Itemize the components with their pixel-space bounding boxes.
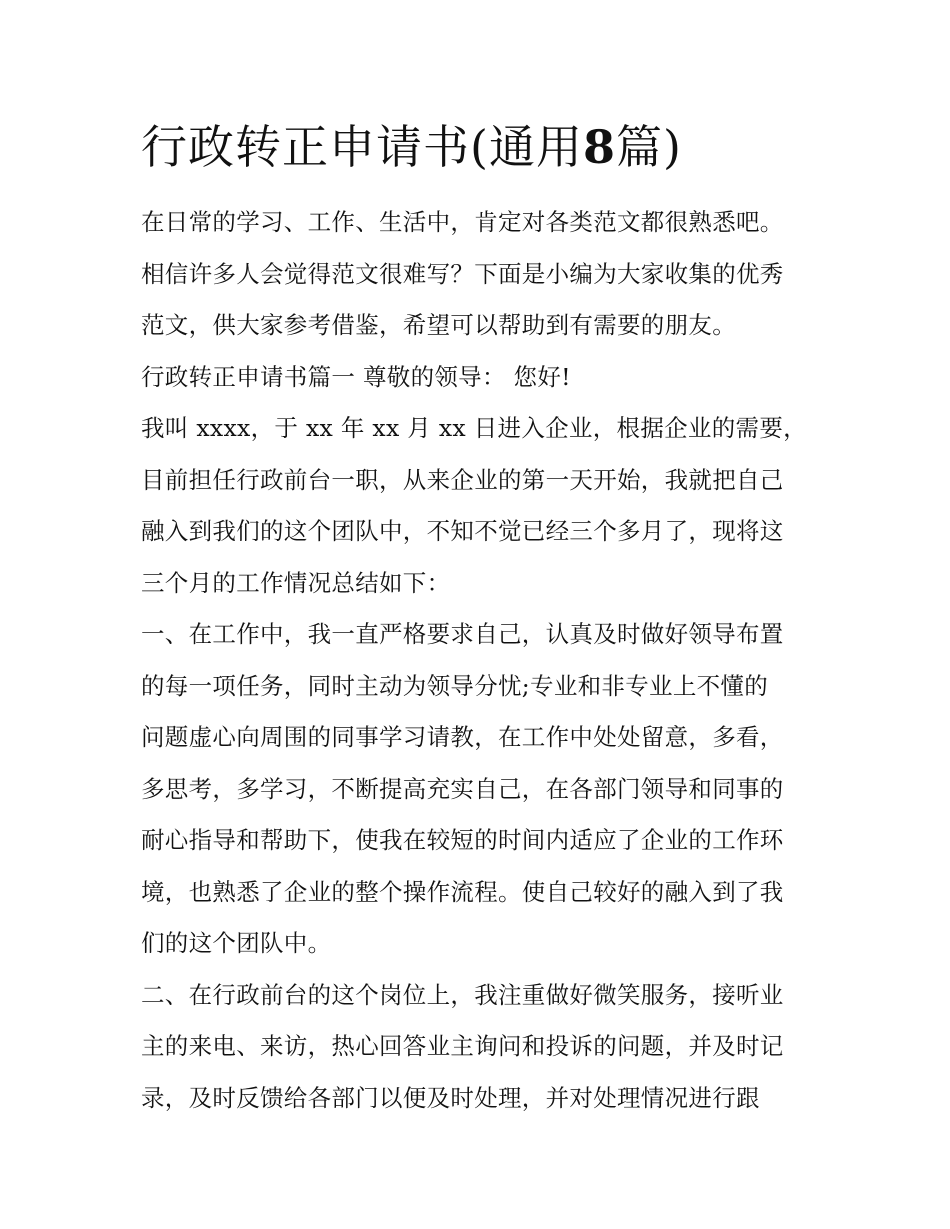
body-line: 多思考，多学习，不断提高充实自己，在各部门领导和同事的: [141, 774, 784, 803]
document-body: [141, 200, 821, 1127]
body-line: 相信许多人会觉得范文很难写？下面是小编为大家收集的优秀: [141, 259, 784, 288]
document-title: [141, 112, 841, 182]
body-line: 问题虚心向周围的同事学习请教，在工作中处处留意，多看，: [141, 723, 784, 751]
body-line: 们的这个团队中。: [141, 929, 332, 957]
body-line: 在日常的学习、工作、生活中，肯定对各类范文都很熟悉吧。: [141, 208, 784, 236]
title-text-end: 篇): [615, 120, 682, 174]
body-line: 行政转正申请书篇一 尊敬的领导： 您好!: [141, 362, 571, 391]
body-line: 范文，供大家参考借鉴，希望可以帮助到有需要的朋友。: [141, 311, 736, 339]
body-line: 境，也熟悉了企业的整个操作流程。使自己较好的融入到了我: [141, 877, 784, 906]
body-line: 我叫 xxxx，于 xx 年 xx 月 xx 日进入企业，根据企业的需要，: [141, 414, 807, 442]
title-number: 8: [582, 120, 616, 174]
body-line: 三个月的工作情况总结如下：: [141, 568, 451, 597]
body-line: 耐心指导和帮助下，使我在较短的时间内适应了企业的工作环: [141, 826, 784, 854]
body-line: 一、在工作中，我一直严格要求自己，认真及时做好领导布置: [141, 620, 784, 648]
body-line: 二、在行政前台的这个岗位上，我注重做好微笑服务，接听业: [141, 980, 784, 1009]
body-line: 录，及时反馈给各部门以便及时处理，并对处理情况进行跟: [141, 1083, 760, 1112]
body-line: 主的来电、来访，热心回答业主询问和投诉的问题，并及时记: [141, 1032, 784, 1060]
body-line: 融入到我们的这个团队中，不知不觉已经三个多月了，现将这: [141, 517, 784, 545]
body-line: 目前担任行政前台一职，从来企业的第一天开始，我就把自己: [141, 465, 784, 494]
body-line: 的每一项任务，同时主动为领导分忧;专业和非专业上不懂的: [141, 671, 769, 700]
title-text-main: 行政转正申请书(通用: [141, 120, 583, 174]
